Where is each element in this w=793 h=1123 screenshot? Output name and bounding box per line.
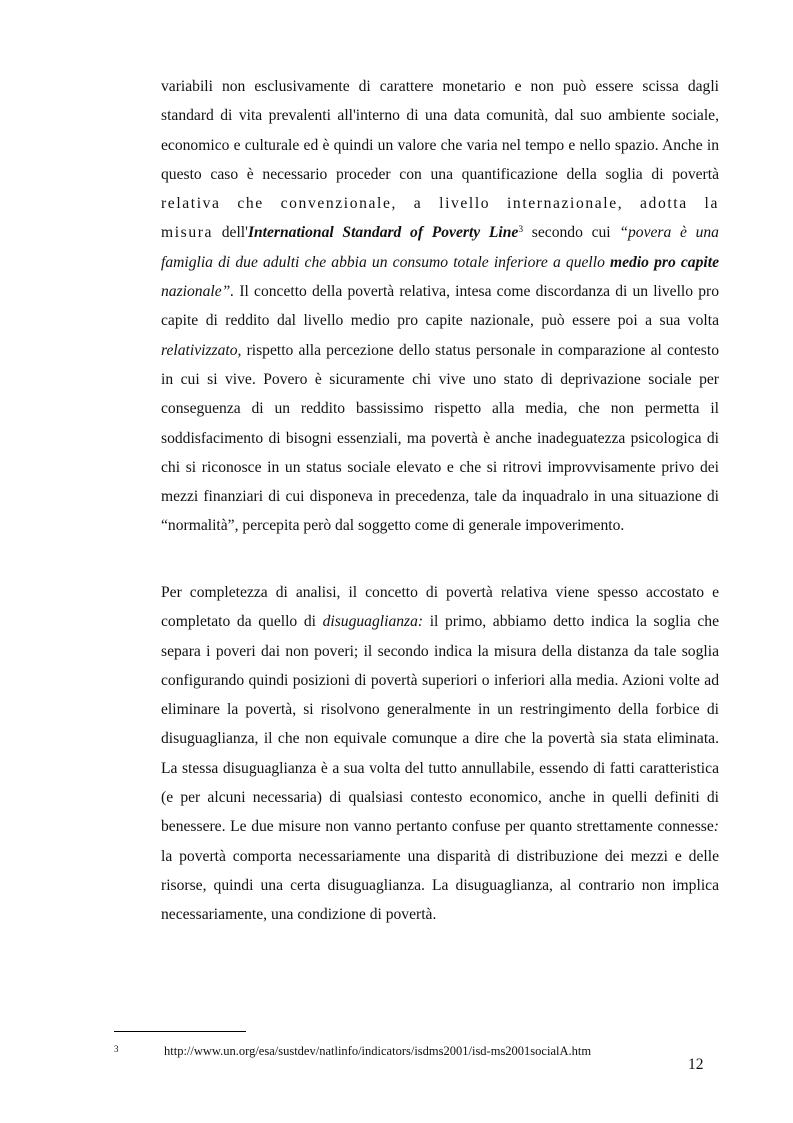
body-paragraph-2 xyxy=(161,578,719,930)
para1-text-c: secondo cui xyxy=(523,224,620,242)
body-paragraph-1 xyxy=(161,72,719,541)
para2-text-c: la povertà comporta necessariamente una disparità di distribuzione dei mezzi e delle risorse, quindi una certa disuguaglianza. La disuguaglianza, al contrario non implica necessariamente, una condizione di povertà. xyxy=(161,847,719,924)
relativizzato-term: relativizzato, xyxy=(161,341,242,359)
disuguaglianza-term: disuguaglianza: xyxy=(322,613,424,631)
page-number: 12 xyxy=(688,1056,704,1073)
definition-quote-end: nazionale”. xyxy=(161,283,235,301)
footnote-number: 3 xyxy=(114,1044,119,1054)
footnote-reference[interactable]: 3 xyxy=(518,225,524,236)
para1-text-b: dell' xyxy=(221,224,248,242)
para1-text-a: variabili non esclusivamente di carattere monetario e non può essere scissa dagli standard di vita prevalenti all'interno di una data comunità, dal suo ambiente sociale, economico e culturale ed è quindi un valore che varia nel tempo e nello spazio. Anche in questo caso è necessario proceder con una quantificazione della soglia di povertà xyxy=(161,78,719,183)
para1-text-d: Il concetto della povertà relativa, intesa come discordanza di un livello pro capite di reddito dal livello medio pro capite nazionale, può essere poi a sua volta xyxy=(161,283,719,330)
para2-colon: : xyxy=(713,818,719,836)
standard-name: International Standard of Poverty Line xyxy=(247,224,519,242)
definition-emphasis: medio pro capite xyxy=(610,253,719,271)
footnote-separator xyxy=(114,1031,246,1032)
para2-text-a: Per completezza di analisi, il concetto di povertà relativa viene spesso accostato e completato da quello di xyxy=(161,584,719,631)
para1-text-spaced: relativa che convenzionale, a livello internazionale, adotta la misura xyxy=(161,195,719,242)
para1-text-e: rispetto alla percezione dello status personale in comparazione al contesto in cui si vive. Povero è sicuramente chi vive uno stato di deprivazione sociale per conseguenza di un reddito bassissimo rispetto alla media, che non permetta il soddisfacimento di bisogni essenziali, ma povertà è anche inadeguatezza psicologica di chi si riconosce in un status sociale elevato e che si ritrovi improvvisamente privo dei mezzi finanziari di cui disponeva in precedenza, tale da inquadralo in una situazione di “normalità”, percepita però dal soggetto come di generale impoverimento. xyxy=(161,341,719,535)
footnote-url[interactable]: http://www.un.org/esa/sustdev/natlinfo/indicators/isdms2001/isd-ms2001socialA.htm xyxy=(164,1044,592,1058)
definition-quote: “povera è una famiglia di due adulti che abbia un consumo totale inferiore a quello xyxy=(161,224,719,271)
para2-text-b: il primo, abbiamo detto indica la soglia che separa i poveri dai non poveri; il secondo indica la misura della distanza da tale soglia configurando quindi posizioni di povertà superiori o inferiori alla media. Azioni volte ad eliminare la povertà, si risolvono generalmente in un restringimento della forbice di disuguaglianza, il che non equivale comunque a dire che la povertà sia stata eliminata. La stessa disuguaglianza è a sua volta del tutto annullabile, essendo di fatti caratteristica (e per alcuni necessaria) di qualsiasi contesto economico, anche in quelli definiti di benessere. Le due misure non vanno pertanto confuse per quanto strettamente connesse xyxy=(161,613,719,836)
